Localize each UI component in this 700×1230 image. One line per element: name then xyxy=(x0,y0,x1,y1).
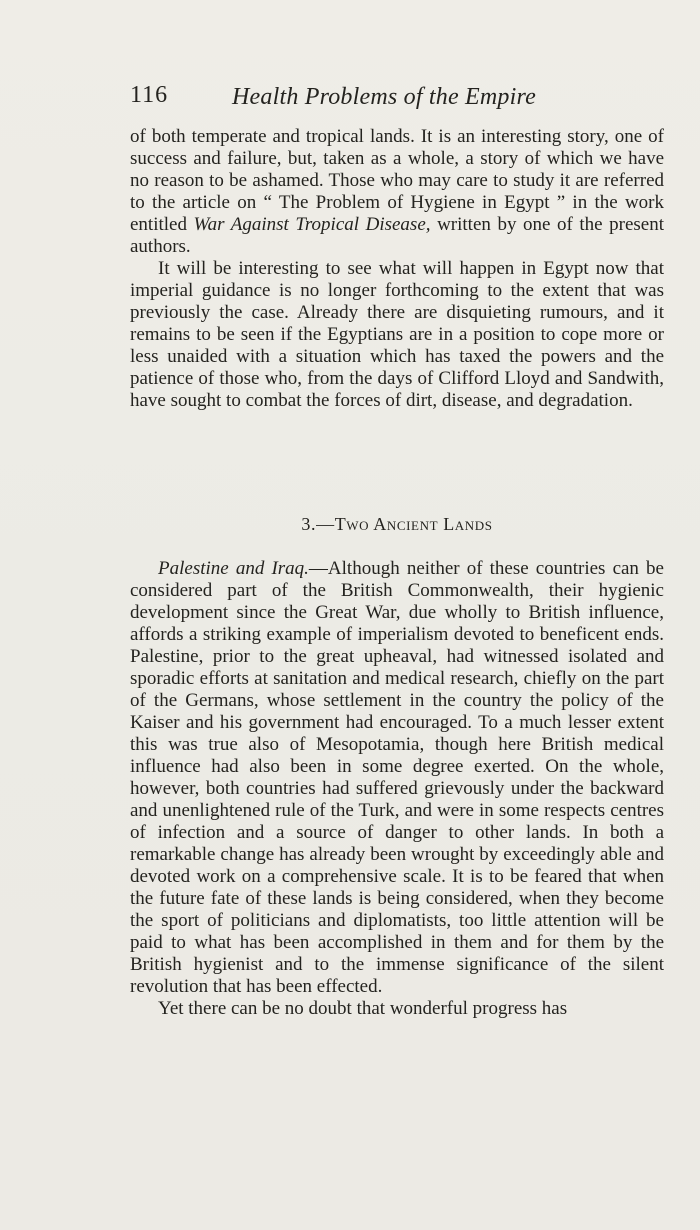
text-block-ancient-lands xyxy=(130,558,664,1020)
page-number: 116 xyxy=(130,82,169,108)
paragraph-text: —Although neither of these countries can be considered part of the British Commonwealth, their hygienic development since the Great War, due wholly to British influence, affords a striking example of imperialism devoted to beneficent ends. Palestine, prior to the great upheaval, had witnessed isolated and sporadic efforts at sanitation and medical research, chiefly on the part of the Germans, whose settlement in the country the policy of the Kaiser and his government had encouraged. To a much lesser extent this was true also of Mesopotamia, though here British medical influence had also been in some degree exerted. On the whole, however, both countries had suffered grievously under the backward and unenlightened rule of the Turk, and were in some respects centres of infection and a source of danger to other lands. In both a remarkable change has already been wrought by exceedingly able and devoted work on a comprehensive scale. It is to be feared that when the future fate of these lands is being considered, when they become the sport of politicians and diplomatists, too little attention will be paid to what has been accomplished in them and for them by the British hygienist and to the immense significance of the silent revolution that has been effected. xyxy=(130,558,664,997)
paragraph-palestine-iraq xyxy=(130,558,664,998)
paragraph-imperial-guidance: It will be interesting to see what will happen in Egypt now that imperial guidance is no longer forthcoming to the extent that was previously the case. Already there are disquieting rumours, and it remains to be seen if the Egyptians are in a position to cope more or less unaided with a situation which has taxed the powers and the patience of those who, from the days of Clifford Lloyd and Sandwith, have sought to combat the forces of dirt, disease, and degradation. xyxy=(130,258,664,411)
paragraph-text: of both temperate and tropical lands. It is an interesting story, one of success and failure, but, taken as a whole, a story of which we have no reason to be ashamed. Those who may care to study it are referred to the article on “ The Problem of Hygiene in Egypt ” in the work entitled xyxy=(130,126,664,235)
page-header xyxy=(130,82,570,118)
text-block-egypt xyxy=(130,126,664,412)
paragraph-egypt-story xyxy=(130,126,664,258)
paragraph-text: written by one of the present authors. xyxy=(130,214,665,257)
section-heading: 3.—Two Ancient Lands xyxy=(301,514,493,534)
italic-book-title: War Against Tropical Disease, xyxy=(193,214,431,235)
running-title: Health Problems of the Empire xyxy=(232,84,536,110)
paragraph-progress: Yet there can be no doubt that wonderful progress has xyxy=(158,998,568,1019)
italic-lead: Palestine and Iraq. xyxy=(158,558,309,579)
